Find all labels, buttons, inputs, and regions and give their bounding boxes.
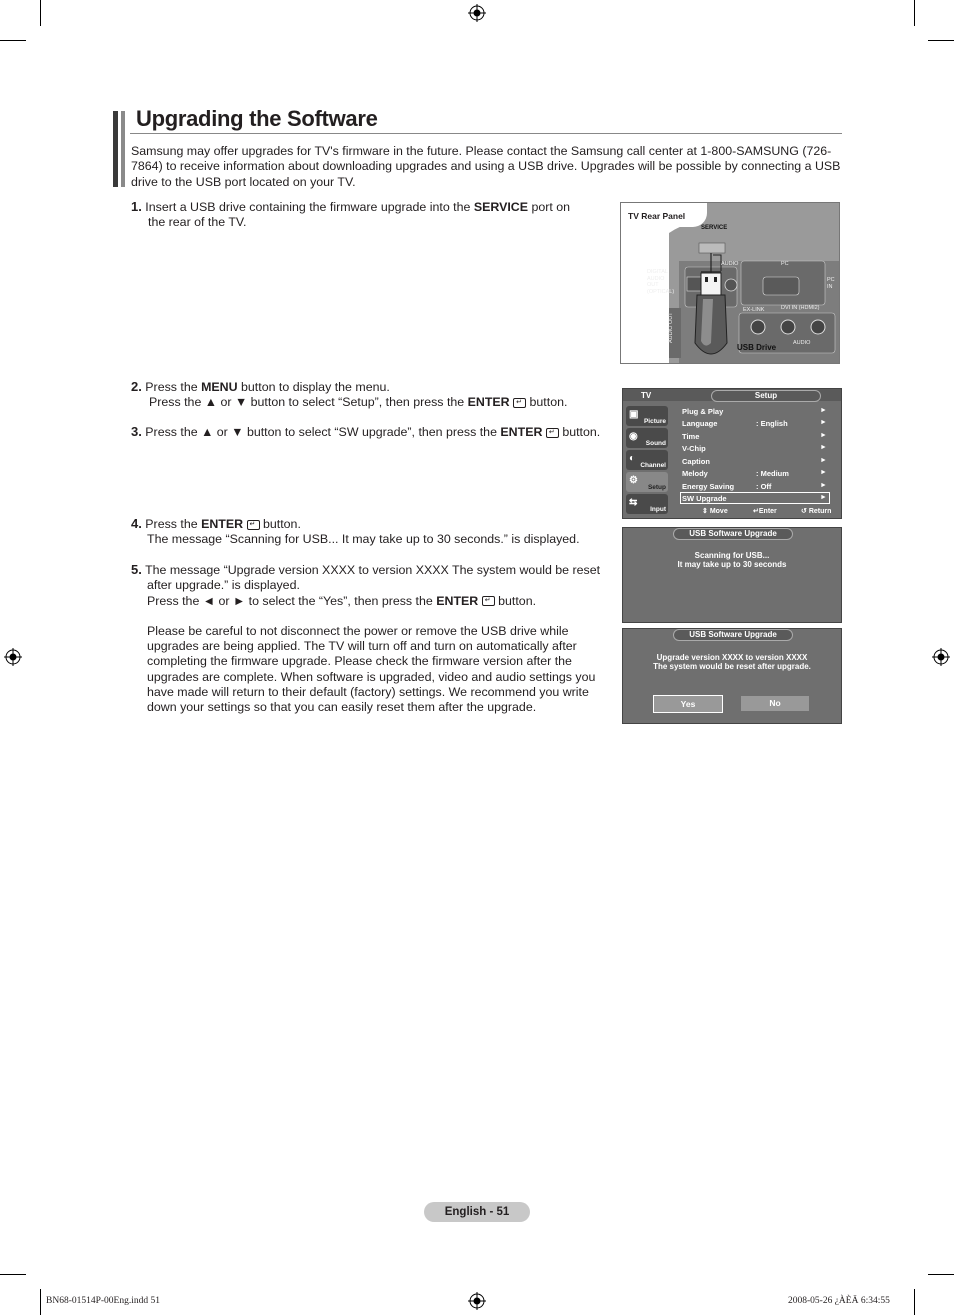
arrow-right-icon: ► [820, 494, 827, 501]
step-keyword: ENTER [500, 425, 543, 439]
panel-label: TV Rear Panel [628, 211, 686, 221]
enter-icon: ↵ [753, 508, 759, 515]
sidebar-label: Channel [640, 462, 666, 469]
step-text: Press the ◄ or ► to select the “Yes”, then press the [147, 593, 437, 608]
menu-title: Setup [711, 390, 821, 402]
label-line: PC [827, 277, 835, 283]
channel-icon: ◐ [629, 453, 636, 464]
scan-message-line: It may take up to 30 seconds [677, 560, 787, 569]
sound-icon: ◉ [629, 431, 638, 442]
yes-button[interactable]: Yes [653, 695, 723, 713]
step-line [131, 594, 611, 609]
enter-icon: ↵ [513, 398, 526, 408]
menu-footer-return [801, 507, 831, 515]
arrow-right-icon: ► [820, 432, 827, 439]
arrow-right-icon: ► [820, 457, 827, 464]
step-text: button. [259, 517, 301, 531]
registration-mark-icon [468, 1292, 486, 1310]
menu-item-caption[interactable]: Caption [682, 457, 710, 466]
sidebar-label: Sound [645, 440, 666, 447]
crop-mark [928, 1274, 954, 1275]
step-text: button to display the menu. [237, 380, 390, 394]
registration-mark-icon [932, 648, 950, 666]
arrow-right-icon: ► [820, 444, 827, 451]
page-title: Upgrading the Software [136, 106, 378, 131]
label-line: AUDIO [647, 275, 665, 282]
step-keyword: MENU [201, 380, 238, 394]
step-number: 5. [131, 562, 142, 577]
sidebar-label: Picture [643, 418, 666, 425]
step-text: Press the ▲ or ▼ button to select “SW upgrade”, then press the [145, 425, 501, 439]
title-accent-bar [121, 111, 125, 187]
usb-drive-label: USB Drive [737, 343, 777, 352]
title-accent-bar [113, 111, 118, 187]
step-number: 4. [131, 516, 142, 531]
step-number: 2. [131, 379, 142, 394]
step-number: 1. [131, 199, 142, 214]
step-text: Insert a USB drive containing the firmware upgrade into the [145, 200, 474, 214]
picture-icon: ▣ [629, 409, 639, 420]
setup-menu-screen [622, 388, 842, 519]
crop-mark [914, 1289, 915, 1315]
dvi-in-label: DVI IN (HDMI2) [781, 305, 820, 311]
audio-lr-label: AUDIO [793, 340, 811, 346]
step-line [131, 395, 611, 410]
input-icon: ⇆ [629, 497, 638, 508]
menu-item-value: : Medium [756, 469, 789, 478]
crop-mark [928, 40, 954, 41]
step-number: 3. [131, 424, 142, 439]
sidebar-item-channel[interactable] [626, 450, 668, 470]
no-button[interactable]: No [741, 696, 809, 711]
return-icon: ↺ [801, 508, 807, 515]
label-line: IN [827, 283, 833, 290]
step-text: port on [528, 200, 571, 214]
registration-mark-icon [468, 4, 486, 22]
step-text: Press the ▲ or ▼ button to select “Setup”, then press the [149, 395, 468, 410]
step-text: The message “Upgrade version XXXX to version XXXX The system would be reset [145, 563, 601, 577]
upgrade-confirm-screen [622, 628, 842, 724]
sidebar-item-setup[interactable] [626, 472, 668, 492]
arrow-right-icon: ► [820, 407, 827, 414]
step-1 [131, 199, 601, 231]
step-text: button. [558, 425, 601, 439]
step-text: Please be careful to not disconnect the power or remove the USB drive while [147, 623, 569, 638]
menu-item-sw-upgrade[interactable]: SW Upgrade [682, 494, 727, 503]
crop-mark [40, 1289, 41, 1315]
step-keyword: ENTER [436, 593, 479, 608]
pc-in-label [827, 277, 835, 290]
sidebar-label: Setup [647, 484, 666, 491]
footer-label: Return [808, 508, 832, 515]
footer-label: Move [709, 508, 728, 515]
intro-paragraph: Samsung may offer upgrades for TV's firmware in the future. Please contact the Samsung call center at 1-800-SAMSUNG (726-7864) to receive information about downloading upgrades and using a USB drive. Upgrades will be possible by connecting a USB drive to the USB port located on your TV. [131, 144, 841, 189]
step-4 [131, 516, 611, 548]
step-text: after upgrade.” is displayed. [147, 578, 300, 593]
move-icon: ⇕ [702, 508, 708, 515]
step-text: button. [494, 593, 537, 608]
step-5 [131, 562, 611, 716]
scan-screen-title: USB Software Upgrade [673, 528, 793, 540]
menu-item-value: : English [756, 419, 788, 428]
sidebar-item-input[interactable] [626, 494, 668, 514]
gear-icon: ⚙ [629, 475, 638, 486]
sidebar-item-picture[interactable] [626, 406, 668, 426]
step-keyword: ENTER [467, 395, 510, 410]
step-text: completing the firmware upgrade. Please check the firmware version after the [147, 654, 572, 669]
crop-mark [40, 0, 41, 26]
step-text: Press the [145, 380, 202, 394]
enter-icon: ↵ [482, 596, 495, 606]
enter-icon: ↵ [546, 428, 559, 438]
label-line: (OPTICAL) [647, 288, 675, 295]
print-slug-date: 2008-05-26 ¿ÀÈÄ 6:34:55 [788, 1296, 890, 1306]
step-text: Press the [145, 517, 202, 531]
step-text: upgrades are complete. When software is upgraded, video and audio settings you [147, 669, 596, 684]
step-keyword: SERVICE [473, 200, 529, 214]
scan-screen [622, 527, 842, 623]
spacer [131, 609, 611, 624]
audio-out-label: AUDIO OUT [668, 312, 674, 343]
tv-rear-panel-figure [620, 202, 840, 364]
arrow-right-icon: ► [820, 482, 827, 489]
menu-item-time[interactable]: Time [682, 432, 700, 441]
sidebar-label: Input [650, 506, 666, 513]
upgrade-message-line: The system would be reset after upgrade. [653, 662, 811, 671]
step-text: down your settings so that you can easily reset them after the upgrade. [147, 700, 537, 715]
menu-item-plug-play[interactable]: Plug & Play [682, 407, 724, 416]
menu-item-language[interactable]: Language [682, 419, 718, 428]
menu-item-v-chip[interactable]: V-Chip [682, 444, 706, 453]
menu-footer-enter [753, 507, 777, 515]
crop-mark [914, 0, 915, 26]
registration-mark-icon [4, 648, 22, 666]
step-keyword: ENTER [201, 517, 244, 531]
audio-label: AUDIO [721, 261, 739, 267]
menu-item-value: : Off [756, 482, 772, 491]
scan-message-line: Scanning for USB... [694, 551, 770, 560]
service-port-label: SERVICE [701, 225, 728, 231]
step-text: upgrades are being applied. The TV will turn off and turn on automatically after [147, 639, 577, 654]
crop-mark [0, 40, 26, 41]
label-line: OUT [647, 282, 659, 288]
pc-label: PC [781, 261, 789, 267]
ex-link-label: EX-LINK [743, 307, 765, 313]
upgrade-screen-title: USB Software Upgrade [673, 629, 793, 641]
upgrade-message-line: Upgrade version XXXX to version XXXX [656, 653, 808, 662]
menu-item-melody[interactable]: Melody [682, 469, 708, 478]
crop-mark [0, 1274, 26, 1275]
label-line: DIGITAL [647, 269, 668, 275]
print-slug-file: BN68-01514P-00Eng.indd 51 [46, 1296, 160, 1306]
menu-footer-move [702, 507, 728, 515]
menu-item-energy-saving[interactable]: Energy Saving [682, 482, 735, 491]
enter-icon: ↵ [247, 520, 260, 530]
menu-tv-label: TV [641, 391, 652, 400]
step-text: The message “Scanning for USB... It may take up to 30 seconds.” is displayed. [147, 532, 580, 547]
title-divider [130, 133, 842, 134]
step-text: button. [526, 395, 568, 410]
digital-audio-out-label [647, 269, 677, 295]
sidebar-item-sound[interactable] [626, 428, 668, 448]
step-text: have made will return to their default (factory) settings. We recommend you write [147, 685, 589, 700]
arrow-right-icon: ► [820, 419, 827, 426]
footer-label: Enter [758, 508, 777, 515]
step-3 [131, 424, 611, 440]
step-2 [131, 379, 611, 411]
page-number-badge: English - 51 [424, 1202, 530, 1222]
step-text: the rear of the TV. [148, 215, 247, 230]
arrow-right-icon: ► [820, 469, 827, 476]
